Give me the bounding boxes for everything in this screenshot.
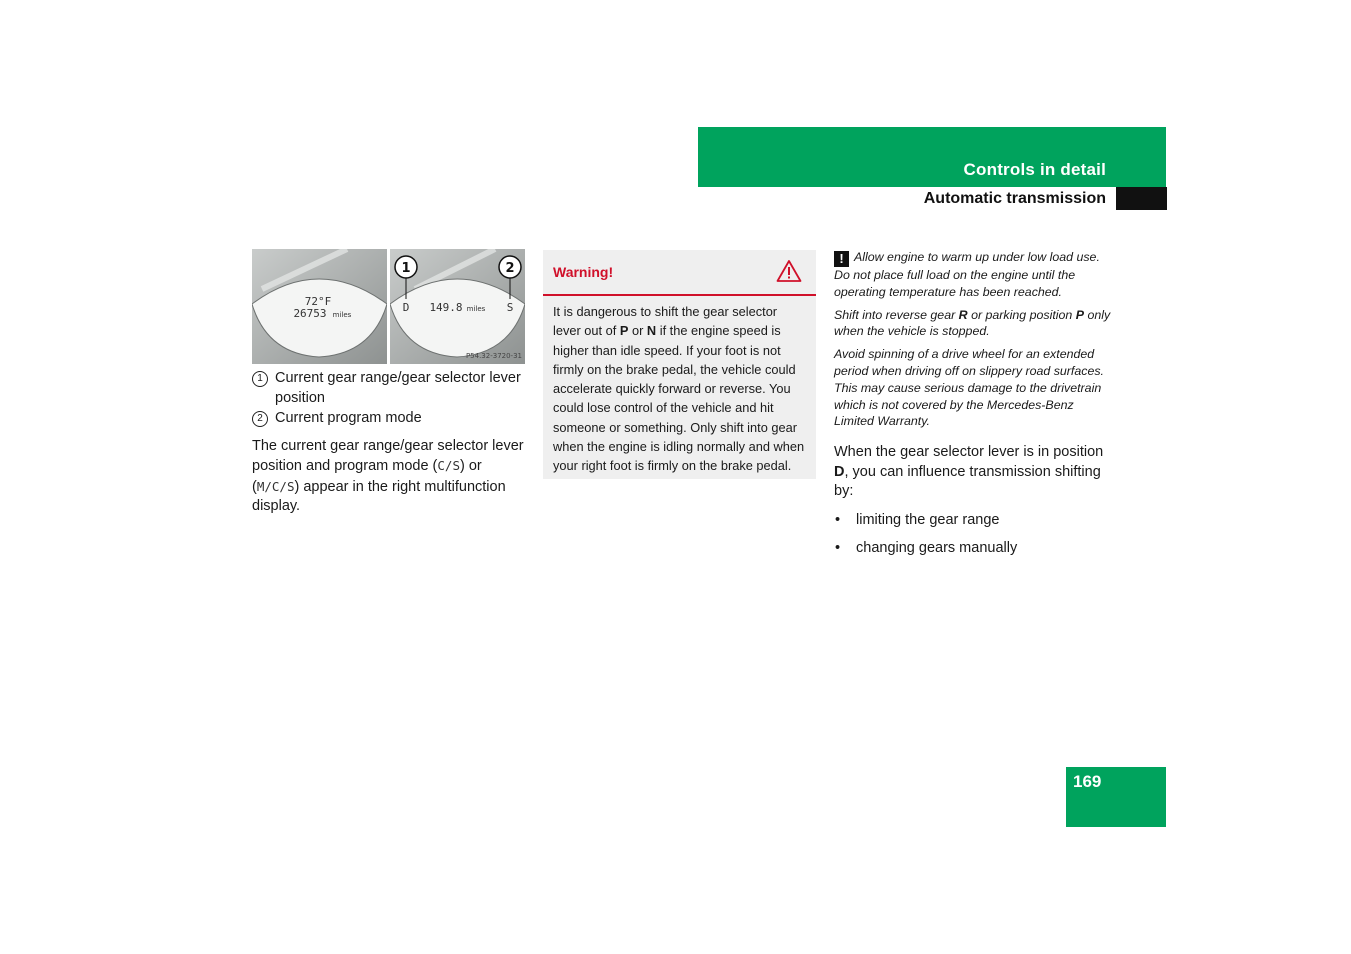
intro-paragraph: The current gear range/gear selector lever position and program mode (C/S) or (M/C/S) appear in the right multifunction display.: [252, 437, 524, 514]
warning-text: It is dangerous to shift the gear selector lever out of P or N if the engine speed is higher than idle speed. If your foot is not firmly on the brake pedal, the vehicle could accelerate quickly forward or reverse. You could lose control of the vehicle and hit someone or something. Only shift into gear when the engine is idling normally and when your right foot is firmly on the brake pedal.: [553, 304, 805, 474]
page-number: 169: [1073, 772, 1102, 791]
list-item: • changing gears manually: [834, 539, 1112, 559]
callout-text: Current program mode: [275, 410, 422, 426]
mode-indicator: S: [506, 301, 514, 314]
shifting-options-list: [834, 511, 1112, 559]
note-wheel-spin: Avoid spinning of a drive wheel for an extended period when driving off on slippery road surfaces. This may cause serious damage to the drivetrain which is not covered by the Mercedes-Benz Limited Warranty.: [834, 347, 1104, 429]
callout-item: [252, 369, 528, 408]
temperature-readout: 72°F: [304, 295, 332, 308]
note-warm-up: ! Allow engine to warm up under low load use. Do not place full load on the engine until the operating temperature has been reached.: [834, 250, 1100, 299]
callout-item: [252, 409, 528, 429]
callout-number: 2: [252, 411, 268, 427]
subsection-title: Automatic transmission: [923, 190, 1106, 207]
thumb-tab: [1116, 187, 1167, 210]
display-panel-right: [390, 249, 525, 364]
display-figure: [252, 249, 525, 364]
warning-box: [543, 250, 816, 479]
trip-readout: 149.8: [429, 301, 463, 314]
figure-code: P54.32-3720-31: [465, 352, 522, 360]
note-reverse-parking: Shift into reverse gear R or parking position P only when the vehicle is stopped.: [834, 307, 1111, 339]
trip-unit: miles: [466, 305, 486, 313]
list-item: • limiting the gear range: [834, 511, 1112, 531]
mode-code: M/C/S: [256, 478, 295, 494]
section-title: Controls in detail: [963, 160, 1106, 179]
odometer-unit: miles: [332, 311, 352, 319]
section-header-bar: [698, 127, 1166, 187]
warning-header: [543, 250, 816, 296]
callout-2-number: 2: [505, 261, 515, 276]
callout-number: 1: [252, 371, 268, 387]
callout-1-number: 1: [401, 261, 411, 276]
mode-code: C/S: [437, 458, 460, 473]
exclamation-icon: !: [834, 251, 849, 267]
warning-label: Warning!: [553, 264, 614, 280]
callout-legend: [252, 369, 528, 429]
gear-indicator: D: [402, 301, 410, 314]
warning-triangle-icon: [776, 259, 802, 288]
callout-text: Current gear range/gear selector lever position: [275, 370, 521, 406]
display-panel-left: [252, 249, 387, 364]
column-right: [834, 249, 1112, 567]
shifting-paragraph: When the gear selector lever is in position D, you can influence transmission shifting by:: [834, 444, 1104, 500]
odometer-readout: 26753: [293, 307, 327, 320]
page-number-box: [1066, 767, 1166, 827]
column-left: [252, 249, 528, 517]
